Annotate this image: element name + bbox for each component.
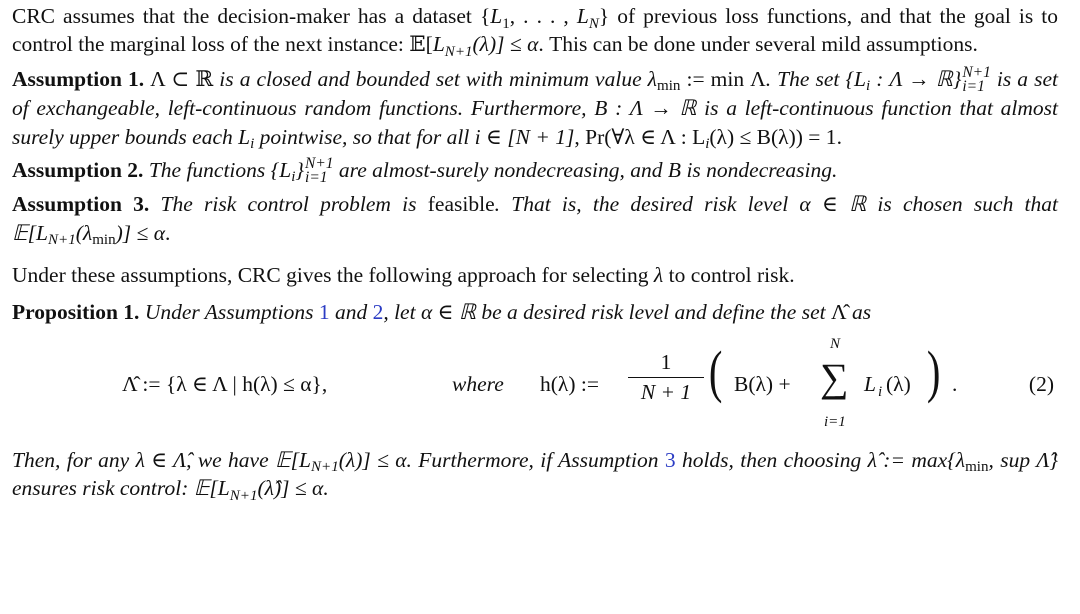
proposition-text: , let xyxy=(383,299,421,324)
math-sub: 1 xyxy=(502,15,510,32)
math-lambda-hat-def: λ̂ := max{λ xyxy=(867,447,966,472)
equation-right-paren: ) xyxy=(926,338,941,404)
punctuation: . xyxy=(165,220,171,245)
punctuation: . xyxy=(952,371,958,396)
assumption-3 xyxy=(12,190,1058,247)
proposition-text: be a desired risk level and define the set xyxy=(475,299,831,324)
math-inequality: )] ≤ α xyxy=(115,220,166,245)
sum-upper-limit: N xyxy=(830,335,841,352)
proposition-text: and xyxy=(329,299,373,324)
math-brace: } xyxy=(598,4,610,28)
intro-paragraph xyxy=(12,2,1058,60)
assumption-text: is a closed and bounded set with minimum value xyxy=(219,66,648,91)
math-lambda-in-set: λ ∈ Λ̂ xyxy=(135,447,187,472)
assumption-3-link[interactable]: 3 xyxy=(664,447,676,472)
math-sub: min xyxy=(965,459,989,476)
math-sub: i xyxy=(291,169,296,186)
proposition-conclusion xyxy=(12,446,1058,503)
math-sub: i xyxy=(878,383,883,400)
proposition-1 xyxy=(12,298,1058,326)
assumption-text: pointwise, so that for all xyxy=(254,124,475,149)
math-lambda-set: Λ ⊂ ℝ xyxy=(144,66,220,91)
assumption-text: is nondecreasing. xyxy=(681,157,838,182)
math-brace: { xyxy=(479,4,491,28)
under-text: to control risk. xyxy=(663,263,795,288)
equation-B: B(λ) + xyxy=(734,371,791,396)
fraction-denominator: N + 1 xyxy=(640,379,692,404)
math-sub: N+1 xyxy=(311,459,339,476)
math-expectation: 𝔼[L xyxy=(275,447,312,472)
equation-fraction xyxy=(628,350,704,405)
intro-text-3: . This can be done under several mild assumptions. xyxy=(538,32,978,57)
math-L: L xyxy=(864,371,876,396)
equation-h: h(λ) := xyxy=(540,371,599,396)
math-L: L xyxy=(432,32,445,57)
proposition-text: Under Assumptions xyxy=(139,299,319,324)
math-sub: N+1 xyxy=(444,43,473,60)
conclusion-text: . Furthermore, if Assumption xyxy=(406,447,665,472)
emphasis-feasible: feasible xyxy=(427,192,495,217)
conclusion-text: , we have xyxy=(186,447,275,472)
math-lambda: λ xyxy=(647,66,657,91)
math-bracket: [ xyxy=(425,32,433,57)
under-paragraph xyxy=(12,261,1058,289)
math-B: B xyxy=(667,157,682,182)
math-set: } xyxy=(295,157,305,182)
math-index: i ∈ [N + 1] xyxy=(474,124,575,149)
equation-number: (2) xyxy=(1028,371,1054,396)
under-text: Under these assumptions, CRC gives the following approach for selecting xyxy=(12,263,654,288)
assumption-2 xyxy=(12,156,1058,185)
math-sub: i xyxy=(250,136,255,153)
math-sub: N+1 xyxy=(229,487,258,504)
assumption-1 xyxy=(12,65,1058,151)
punctuation: . xyxy=(323,476,329,501)
sum-lower-limit: i=1 xyxy=(824,413,846,430)
math-probability: Pr(∀λ ∈ Λ : L xyxy=(585,124,706,149)
assumption-3-label: Assumption 3. xyxy=(12,192,150,217)
math-lambda-hat-def: , sup Λ̂} xyxy=(988,447,1059,472)
math-expectation: 𝔼[L xyxy=(193,476,230,501)
math-lambda: (λ) xyxy=(886,371,911,396)
math-sub: N+1 xyxy=(48,232,76,249)
equation-2 xyxy=(12,332,1058,442)
equation-lhs: Λ̂ := {λ ∈ Λ | h(λ) ≤ α}, xyxy=(122,371,328,396)
math-limits xyxy=(305,157,334,185)
assumption-1-link[interactable]: 1 xyxy=(318,299,330,324)
math-set: {L xyxy=(270,157,292,182)
assumption-text: The functions xyxy=(143,157,271,182)
math-expectation: 𝔼[L xyxy=(12,220,49,245)
assumption-text: is a set of exchangeable, left-continuous random functions. Furthermore, xyxy=(12,66,1058,121)
math-sub: N xyxy=(588,15,599,32)
math-expectation: 𝔼 xyxy=(409,32,426,58)
conclusion-text: ensures risk control: xyxy=(12,476,194,501)
math-sub: min xyxy=(656,78,681,95)
math-lambda: (λ xyxy=(75,220,93,245)
paper-excerpt xyxy=(12,2,1058,503)
punctuation: , xyxy=(574,124,586,149)
math-probability: (λ) ≤ B(λ)) = 1 xyxy=(709,124,837,149)
math-definition: := min Λ xyxy=(680,66,766,91)
conclusion-text: holds, then choosing xyxy=(675,447,868,472)
math-function: B : Λ → ℝ xyxy=(594,96,697,121)
assumption-2-link[interactable]: 2 xyxy=(372,299,384,324)
math-sup: N+1 xyxy=(962,64,991,82)
math-L: L xyxy=(576,4,589,28)
assumption-text: . That is, the desired risk level xyxy=(494,192,800,217)
math-limits xyxy=(962,66,991,94)
math-set: {L xyxy=(845,66,866,91)
sum-symbol: ∑ xyxy=(820,354,849,400)
math-sup: N+1 xyxy=(305,155,334,173)
assumption-text: is chosen such that xyxy=(866,192,1059,217)
math-inequality: ] ≤ α xyxy=(496,32,539,57)
math-dots: , . . . , xyxy=(509,4,577,28)
assumption-text: . The set xyxy=(765,66,846,91)
math-lambda-hat: Λ̂ xyxy=(830,299,847,324)
math-sub: i xyxy=(866,78,871,95)
conclusion-text: Then, for any xyxy=(12,447,136,472)
math-inequality: (λ̂)] ≤ α xyxy=(257,476,324,501)
proposition-label: Proposition 1. xyxy=(12,299,140,324)
math-sub: i=1 xyxy=(305,169,328,187)
intro-text-1: CRC assumes that the decision-maker has a dataset xyxy=(12,4,480,28)
math-L: L xyxy=(238,124,251,149)
proposition-text: as xyxy=(846,299,872,324)
equation-where: where xyxy=(452,371,504,396)
fraction-numerator: 1 xyxy=(660,349,672,374)
math-L: L xyxy=(490,4,503,28)
math-lambda: (λ) xyxy=(472,32,497,57)
assumption-text: is a left-continuous function that almost surely upper bounds each xyxy=(12,96,1059,149)
math-alpha: α ∈ ℝ xyxy=(799,192,867,217)
math-sub: i xyxy=(705,136,710,153)
assumption-text: are almost-surely nondecreasing, and xyxy=(333,157,668,182)
math-sub: i=1 xyxy=(962,78,985,96)
math-set: : Λ → ℝ} xyxy=(870,66,962,91)
intro-text-2: of previous loss functions, and that the goal is to control the marginal loss of the next instance: xyxy=(12,4,1059,57)
math-inequality: (λ)] ≤ α xyxy=(338,447,407,472)
math-alpha: α ∈ ℝ xyxy=(420,299,476,324)
equation-left-paren: ( xyxy=(708,338,723,404)
assumption-text: The risk control problem is xyxy=(149,192,428,217)
assumption-1-label: Assumption 1. xyxy=(12,66,145,91)
math-lambda: λ xyxy=(653,263,664,288)
punctuation: . xyxy=(836,124,842,149)
assumption-2-label: Assumption 2. xyxy=(12,157,144,182)
math-sub: min xyxy=(92,232,116,249)
